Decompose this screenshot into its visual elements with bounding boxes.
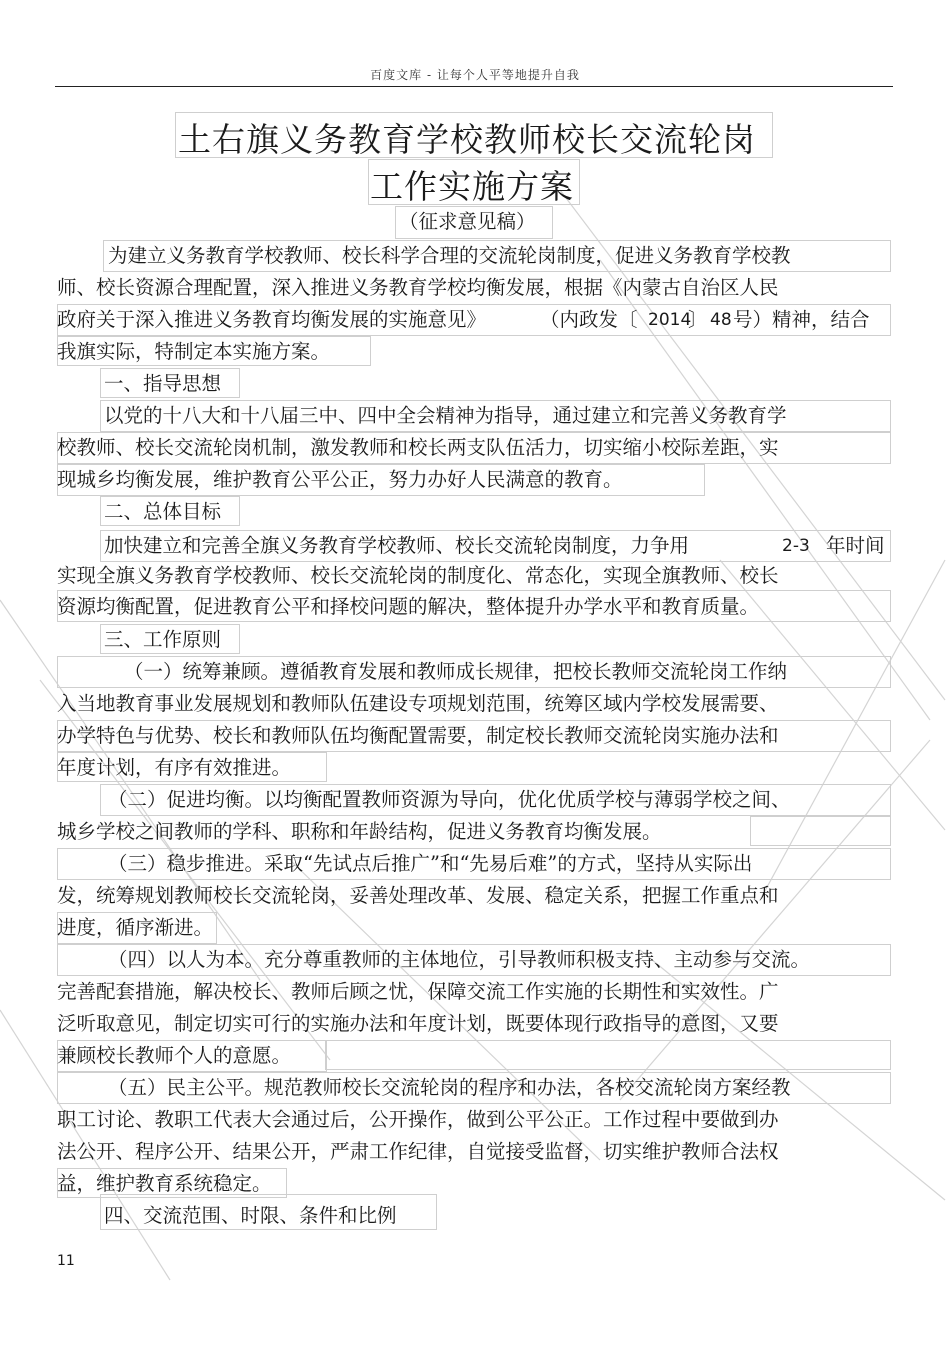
text-line: 益，维护教育系统稳定。 (57, 1172, 272, 1195)
header-rule (55, 86, 893, 87)
document-subtitle: （征求意见稿） (399, 210, 536, 233)
text-line: 完善配套措施，解决校长、教师后顾之忧，保障交流工作实施的长期性和实效性。广 (57, 980, 779, 1003)
section-heading: 一、指导思想 (104, 372, 222, 395)
text-line: 师、校长资源合理配置，深入推进义务教育学校均衡发展，根据《内蒙古自治区人民 (57, 276, 779, 299)
text-line: 政府关于深入推进义务教育均衡发展的实施意见》 (57, 308, 487, 331)
text-line: 资源均衡配置，促进教育公平和择校问题的解决，整体提升办学水平和教育质量。 (57, 595, 760, 618)
text-line: 办学特色与优势、校长和教师队伍均衡配置需要，制定校长教师交流轮岗实施办法和 (57, 724, 779, 747)
text-box (325, 1040, 891, 1070)
document-title-line-1: 土右旗义务教育学校教师校长交流轮岗 (178, 120, 756, 159)
section-heading: 三、工作原则 (104, 628, 222, 651)
section-heading: 二、总体目标 (104, 500, 222, 523)
text-line: 以党的十八大和十八届三中、四中全会精神为指导，通过建立和完善义务教育学 (104, 404, 787, 427)
text-line: 实现全旗义务教育学校教师、校长交流轮岗的制度化、常态化，实现全旗教师、校长 (57, 564, 779, 587)
text-line: （一）统筹兼顾。遵循教育发展和教师成长规律，把校长教师交流轮岗工作纳 (124, 660, 788, 683)
text-line: （四）以人为本。充分尊重教师的主体地位，引导教师积极支持、主动参与交流。 (108, 948, 811, 971)
text-line: 发，统筹规划教师校长交流轮岗，妥善处理改革、发展、稳定关系，把握工作重点和 (57, 884, 779, 907)
text-line: 为建立义务教育学校教师、校长科学合理的交流轮岗制度，促进义务教育学校教 (108, 244, 791, 267)
text-line: 校教师、校长交流轮岗机制，激发教师和校长两支队伍活力，切实缩小校际差距，实 (57, 436, 779, 459)
page-header: 百度文库 - 让每个人平等地提升自我 (370, 68, 580, 82)
text-number: 2-3 (782, 536, 810, 556)
text-line: 现城乡均衡发展，维护教育公平公正，努力办好人民满意的教育。 (57, 468, 623, 491)
text-line: 我旗实际，特制定本实施方案。 (57, 340, 331, 363)
text-line: 法公开、程序公开、结果公开，严肃工作纪律，自觉接受监督，切实维护教师合法权 (57, 1140, 779, 1163)
document-title-line-2: 工作实施方案 (370, 167, 574, 206)
text-number: 48 (710, 310, 732, 330)
text-line: 〕 (688, 308, 708, 331)
text-line: 兼顾校长教师个人的意愿。 (57, 1044, 292, 1067)
text-line: 职工讨论、教职工代表大会通过后，公开操作，做到公平公正。工作过程中要做到办 (57, 1108, 779, 1131)
text-line: 城乡学校之间教师的学科、职称和年龄结构，促进义务教育均衡发展。 (57, 820, 662, 843)
text-box (750, 816, 891, 846)
text-line: 加快建立和完善全旗义务教育学校教师、校长交流轮岗制度，力争用 (104, 534, 690, 557)
text-line: （五）民主公平。规范教师校长交流轮岗的程序和办法，各校交流轮岗方案经教 (108, 1076, 791, 1099)
section-heading: 四、交流范围、时限、条件和比例 (104, 1204, 397, 1227)
text-number: 2014 (648, 310, 692, 330)
text-line: （三）稳步推进。采取“先试点后推广”和“先易后难”的方式，坚持从实际出 (108, 852, 753, 875)
text-line: 泛听取意见，制定切实可行的实施办法和年度计划，既要体现行政指导的意图，又要 (57, 1012, 779, 1035)
text-line: 年时间 (826, 534, 885, 557)
text-line: （内政发〔 (540, 308, 638, 331)
text-line: 年度计划，有序有效推进。 (57, 756, 292, 779)
text-line: （二）促进均衡。以均衡配置教师资源为导向，优化优质学校与薄弱学校之间、 (108, 788, 791, 811)
text-line: 号）精神，结合 (733, 308, 870, 331)
page-number: 11 (57, 1253, 75, 1269)
text-line: 进度，循序渐进。 (57, 916, 214, 939)
text-line: 入当地教育事业发展规划和教师队伍建设专项规划范围，统筹区域内学校发展需要、 (57, 692, 779, 715)
